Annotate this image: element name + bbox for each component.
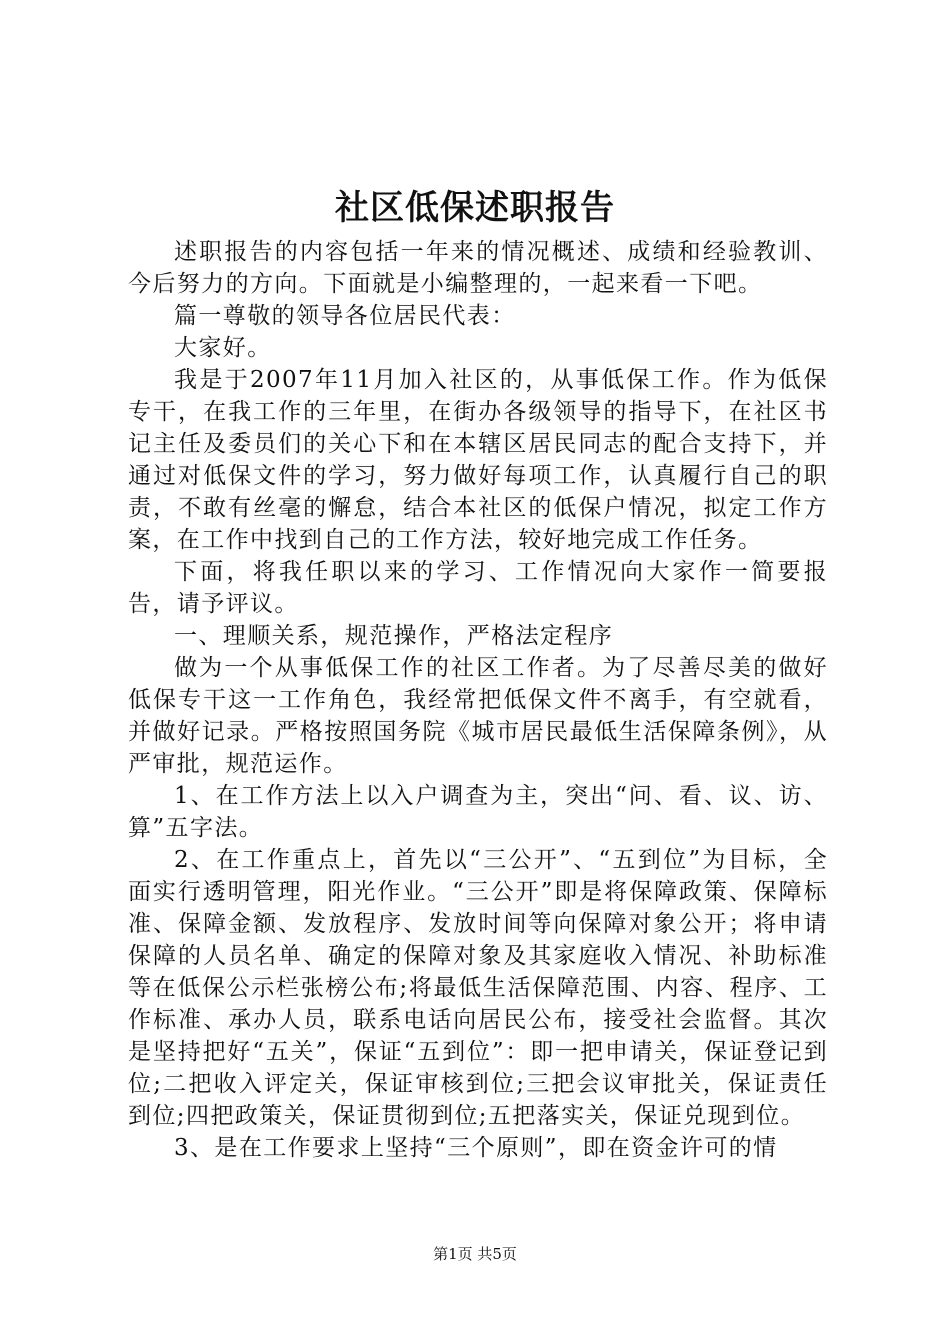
paragraph-intro: 述职报告的内容包括一年来的情况概述、成绩和经验教训、今后努力的方向。下面就是小编整理的，一起来看一下吧。 <box>128 239 828 297</box>
list-item-2: 2、在工作重点上，首先以“三公开”、“五到位”为目标，全面实行透明管理，阳光作业。“三公开”即是将保障政策、保障标准、保障金额、发放程序、发放时间等向保障对象公开；将申请保障的人员名单、确定的保障对象及其家庭收入情况、补助标准等在低保公示栏张榜公布;将最低生活保障范围、内容、程序、工作标准、承办人员，联系电话向居民公布，接受社会监督。其次是坚持把好“五关”，保证“五到位”：即一把申请关，保证登记到位;二把收入评定关，保证审核到位;三把会议审批关，保证责任到位;四把政策关，保证贯彻到位;五把落实关，保证兑现到位。 <box>128 847 828 1129</box>
page-footer: 第1页 共5页 <box>433 1245 517 1263</box>
list-item-3: 3、是在工作要求上坚持“三个原则”，即在资金许可的情 <box>174 1135 778 1161</box>
paragraph-background: 我是于2007年11月加入社区的，从事低保工作。作为低保专干，在我工作的三年里，在街办各级领导的指导下，在社区书记主任及委员们的关心下和在本辖区居民同志的配合支持下，并通过对低保文件的学习，努力做好每项工作，认真履行自己的职责，不敢有丝毫的懈怠，结合本社区的低保户情况，拟定工作方案，在工作中找到自己的工作方法，较好地完成工作任务。 <box>128 367 828 553</box>
list-item-1: 1、在工作方法上以入户调查为主，突出“问、看、议、访、算”五字法。 <box>128 783 828 841</box>
paragraph-greeting: 大家好。 <box>174 335 272 361</box>
document-title: 社区低保述职报告 <box>335 188 615 228</box>
paragraph-section-1: 做为一个从事低保工作的社区工作者。为了尽善尽美的做好低保专干这一工作角色，我经常把低保文件不离手，有空就看，并做好记录。严格按照国务院《城市居民最低生活保障条例》，从严审批，规范运作。 <box>128 655 828 777</box>
paragraph-report-intro: 下面，将我任职以来的学习、工作情况向大家作一简要报告，请予评议。 <box>128 559 828 617</box>
paragraph-salutation: 篇一尊敬的领导各位居民代表： <box>174 303 516 329</box>
document-body <box>128 236 828 1164</box>
section-heading-1: 一、理顺关系，规范操作，严格法定程序 <box>174 623 614 649</box>
